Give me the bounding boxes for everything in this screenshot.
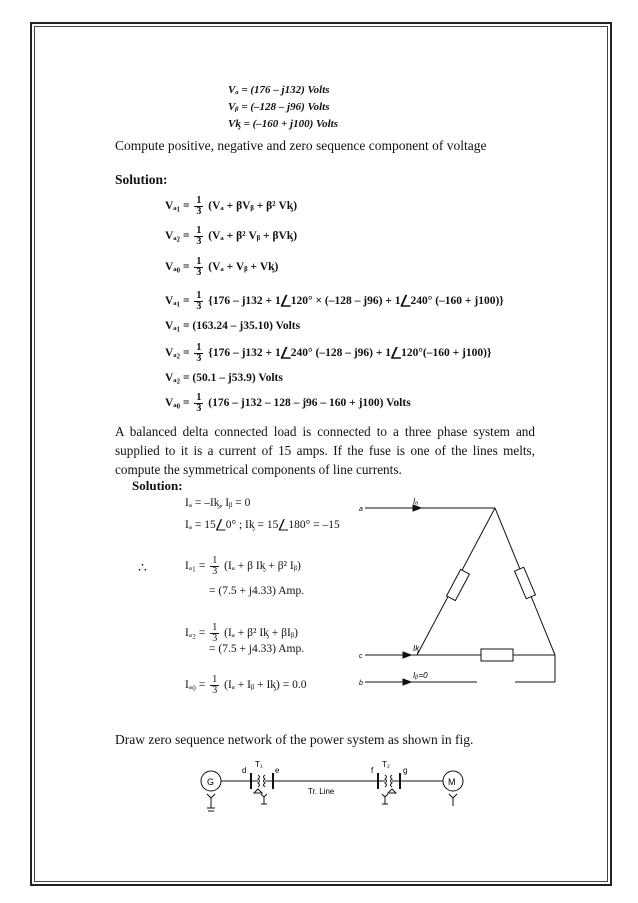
bus-g-label: g xyxy=(403,766,408,775)
eq-va2: Vₐ₂ = $\frac{1}{3}$ (Vₐ + β² Vᵦ + βVᶄ) xyxy=(165,225,298,247)
eq-ia2-result: = (7.5 + j4.33) Amp. xyxy=(209,643,305,655)
eq-ia1: Iₐ₁ = $\frac{1}{3}$ (Iₐ + β Iᶄ + β² Iᵦ) xyxy=(185,555,301,577)
transformer-2-label: T₂ xyxy=(382,760,390,769)
solution-label-2: Solution: xyxy=(132,478,183,493)
eq-ia2: Iₐ₂ = $\frac{1}{3}$ (Iₐ + β² Iᶄ + βIᵦ) xyxy=(185,622,298,644)
current-ia-label: Iₐ xyxy=(413,497,419,506)
given-vc: Vᶄ = (–160 + j100) Volts xyxy=(228,118,339,130)
bus-e-label: e xyxy=(275,766,280,775)
current-ib-label: Iᵦ=0 xyxy=(413,671,428,680)
given-va: Vₐ = (176 – j132) Volts xyxy=(228,84,330,96)
transformer-1-label: T₁ xyxy=(255,760,263,769)
eq-ia0: Iₐ₀ = $\frac{1}{3}$ (Iₐ + Iᵦ + Iᶄ) = 0.0 xyxy=(185,674,307,696)
generator-label: G xyxy=(207,777,215,787)
bus-f-label: f xyxy=(371,766,374,775)
given-vb: Vᵦ = (–128 – j96) Volts xyxy=(228,101,330,113)
bus-d-label: d xyxy=(242,766,247,775)
eq-ia1-result: = (7.5 + j4.33) Amp. xyxy=(209,585,305,597)
eq-va0-sub: Vₐ₀ = $\frac{1}{3}$ (176 – j132 – 128 – j96 – 160 + j100) Volts xyxy=(165,392,411,414)
question-3: Draw zero sequence network of the power system as shown in fig. xyxy=(115,732,474,747)
question-1: Compute positive, negative and zero sequence component of voltage xyxy=(115,138,487,153)
eq-va0: Vₐ₀ = $\frac{1}{3}$ (Vₐ + Vᵦ + Vᶄ) xyxy=(165,256,279,278)
single-line-diagram xyxy=(195,758,470,820)
node-b-label: b xyxy=(359,680,363,687)
current-ic-label: Iᶄ xyxy=(413,644,420,653)
node-c-label: c xyxy=(359,653,363,660)
solution-label-1: Solution: xyxy=(115,172,168,187)
node-a-label: a xyxy=(359,506,363,513)
eq-currents-1: Iₐ = –Iᶄ, Iᵦ = 0 xyxy=(185,497,251,509)
question-2: A balanced delta connected load is connected to a three phase system and supplied to it is a current of 15 amps. If the fuse is one of the lines melts, compute the symmetrical components of line currents. xyxy=(115,424,535,477)
eq-va1-result: Vₐ₁ = (163.24 – j35.10) Volts xyxy=(165,320,301,332)
delta-load-diagram xyxy=(355,490,570,700)
eq-currents-2: Iₐ = 15⎳0° ; Iᶄ = 15⎳180° = –15 xyxy=(185,519,340,531)
eq-va2-sub: Vₐ₂ = $\frac{1}{3}$ {176 – j132 + 1⎳240° (–128 – j96) + 1⎳120°(–160 + j100)} xyxy=(165,342,492,364)
eq-va1: Vₐ₁ = $\frac{1}{3}$ (Vₐ + βVᵦ + β² Vᶄ) xyxy=(165,195,298,217)
eq-va2-result: Vₐ₂ = (50.1 – j53.9) Volts xyxy=(165,372,283,384)
therefore-symbol: ∴ xyxy=(138,561,147,576)
motor-label: M xyxy=(448,777,456,787)
transmission-line-label: Tr. Line xyxy=(308,787,335,796)
eq-va1-sub: Vₐ₁ = $\frac{1}{3}$ {176 – j132 + 1⎳120° × (–128 – j96) + 1⎳240° (–160 + j100)} xyxy=(165,290,504,312)
